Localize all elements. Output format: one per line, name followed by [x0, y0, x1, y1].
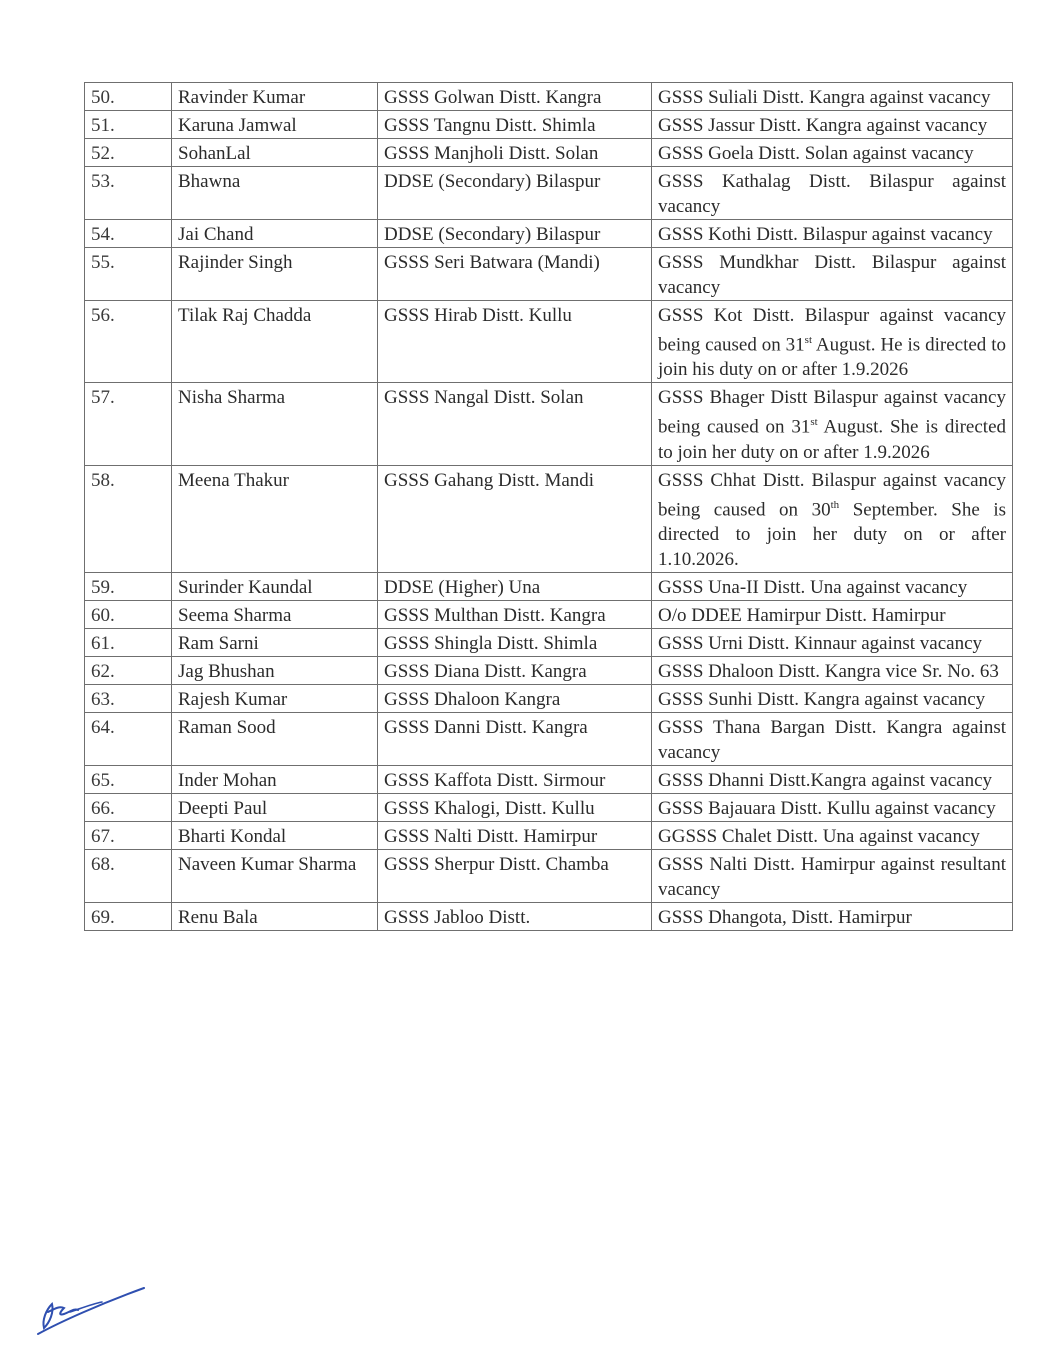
- table-row: [85, 793, 1013, 821]
- table-row: [85, 383, 1013, 465]
- employee-name: Bharti Kondal: [172, 821, 378, 849]
- employee-name: Meena Thakur: [172, 465, 378, 572]
- serial-number: 51.: [85, 111, 172, 139]
- new-posting: GSSS Dhangota, Distt. Hamirpur: [652, 902, 1013, 930]
- table-row: [85, 600, 1013, 628]
- serial-number: 67.: [85, 821, 172, 849]
- table-row: [85, 849, 1013, 902]
- employee-name: Jag Bhushan: [172, 656, 378, 684]
- table-row: [85, 220, 1013, 248]
- serial-number: 58.: [85, 465, 172, 572]
- present-posting: GSSS Seri Batwara (Mandi): [378, 248, 652, 301]
- employee-name: Rajesh Kumar: [172, 684, 378, 712]
- table-row: [85, 83, 1013, 111]
- employee-name: Seema Sharma: [172, 600, 378, 628]
- serial-number: 53.: [85, 167, 172, 220]
- transfer-table-body: [85, 83, 1013, 931]
- serial-number: 56.: [85, 301, 172, 383]
- table-row: [85, 821, 1013, 849]
- employee-name: Raman Sood: [172, 712, 378, 765]
- new-posting: GSSS Kathalag Distt. Bilaspur against vacancy: [652, 167, 1013, 220]
- new-posting: GSSS Thana Bargan Distt. Kangra against vacancy: [652, 712, 1013, 765]
- present-posting: GSSS Nangal Distt. Solan: [378, 383, 652, 465]
- transfer-table: [84, 82, 1013, 931]
- table-row: [85, 712, 1013, 765]
- present-posting: GSSS Sherpur Distt. Chamba: [378, 849, 652, 902]
- present-posting: GSSS Gahang Distt. Mandi: [378, 465, 652, 572]
- employee-name: Naveen Kumar Sharma: [172, 849, 378, 902]
- serial-number: 50.: [85, 83, 172, 111]
- serial-number: 52.: [85, 139, 172, 167]
- employee-name: Surinder Kaundal: [172, 572, 378, 600]
- employee-name: Ravinder Kumar: [172, 83, 378, 111]
- table-row: [85, 301, 1013, 383]
- table-row: [85, 765, 1013, 793]
- serial-number: 54.: [85, 220, 172, 248]
- serial-number: 61.: [85, 628, 172, 656]
- present-posting: DDSE (Secondary) Bilaspur: [378, 167, 652, 220]
- present-posting: GSSS Nalti Distt. Hamirpur: [378, 821, 652, 849]
- new-posting: GSSS Bajauara Distt. Kullu against vacancy: [652, 793, 1013, 821]
- serial-number: 69.: [85, 902, 172, 930]
- present-posting: GSSS Shingla Distt. Shimla: [378, 628, 652, 656]
- serial-number: 65.: [85, 765, 172, 793]
- table-row: [85, 167, 1013, 220]
- new-posting: GSSS Urni Distt. Kinnaur against vacancy: [652, 628, 1013, 656]
- table-row: [85, 139, 1013, 167]
- employee-name: Rajinder Singh: [172, 248, 378, 301]
- employee-name: Bhawna: [172, 167, 378, 220]
- present-posting: GSSS Diana Distt. Kangra: [378, 656, 652, 684]
- new-posting: GSSS Jassur Distt. Kangra against vacancy: [652, 111, 1013, 139]
- serial-number: 55.: [85, 248, 172, 301]
- table-row: [85, 656, 1013, 684]
- present-posting: GSSS Khalogi, Distt. Kullu: [378, 793, 652, 821]
- serial-number: 60.: [85, 600, 172, 628]
- present-posting: DDSE (Higher) Una: [378, 572, 652, 600]
- employee-name: Jai Chand: [172, 220, 378, 248]
- serial-number: 66.: [85, 793, 172, 821]
- table-row: [85, 111, 1013, 139]
- present-posting: GSSS Danni Distt. Kangra: [378, 712, 652, 765]
- new-posting: GSSS Nalti Distt. Hamirpur against resultant vacancy: [652, 849, 1013, 902]
- employee-name: Ram Sarni: [172, 628, 378, 656]
- present-posting: GSSS Multhan Distt. Kangra: [378, 600, 652, 628]
- employee-name: Nisha Sharma: [172, 383, 378, 465]
- new-posting: GGSSS Chalet Distt. Una against vacancy: [652, 821, 1013, 849]
- new-posting: GSSS Dhaloon Distt. Kangra vice Sr. No. 63: [652, 656, 1013, 684]
- serial-number: 62.: [85, 656, 172, 684]
- table-row: [85, 684, 1013, 712]
- new-posting: GSSS Goela Distt. Solan against vacancy: [652, 139, 1013, 167]
- employee-name: Deepti Paul: [172, 793, 378, 821]
- table-row: [85, 572, 1013, 600]
- present-posting: GSSS Jabloo Distt.: [378, 902, 652, 930]
- new-posting: GSSS Sunhi Distt. Kangra against vacancy: [652, 684, 1013, 712]
- new-posting: GSSS Kot Distt. Bilaspur against vacancy being caused on 31st August. He is directed to join his duty on or after 1.9.2026: [652, 301, 1013, 383]
- employee-name: Tilak Raj Chadda: [172, 301, 378, 383]
- table-row: [85, 902, 1013, 930]
- serial-number: 59.: [85, 572, 172, 600]
- new-posting: GSSS Bhager Distt Bilaspur against vacancy being caused on 31st August. She is directed to join her duty on or after 1.9.2026: [652, 383, 1013, 465]
- present-posting: GSSS Dhaloon Kangra: [378, 684, 652, 712]
- new-posting: GSSS Kothi Distt. Bilaspur against vacancy: [652, 220, 1013, 248]
- serial-number: 68.: [85, 849, 172, 902]
- serial-number: 64.: [85, 712, 172, 765]
- present-posting: GSSS Hirab Distt. Kullu: [378, 301, 652, 383]
- present-posting: GSSS Manjholi Distt. Solan: [378, 139, 652, 167]
- table-row: [85, 465, 1013, 572]
- serial-number: 57.: [85, 383, 172, 465]
- handwritten-signature: [30, 1282, 150, 1342]
- present-posting: GSSS Kaffota Distt. Sirmour: [378, 765, 652, 793]
- new-posting: GSSS Mundkhar Distt. Bilaspur against vacancy: [652, 248, 1013, 301]
- new-posting: GSSS Una-II Distt. Una against vacancy: [652, 572, 1013, 600]
- present-posting: GSSS Golwan Distt. Kangra: [378, 83, 652, 111]
- table-row: [85, 248, 1013, 301]
- new-posting: GSSS Dhanni Distt.Kangra against vacancy: [652, 765, 1013, 793]
- new-posting: GSSS Chhat Distt. Bilaspur against vacancy being caused on 30th September. She is directed to join her duty on or after 1.10.2026.: [652, 465, 1013, 572]
- employee-name: SohanLal: [172, 139, 378, 167]
- employee-name: Karuna Jamwal: [172, 111, 378, 139]
- serial-number: 63.: [85, 684, 172, 712]
- present-posting: DDSE (Secondary) Bilaspur: [378, 220, 652, 248]
- table-row: [85, 628, 1013, 656]
- new-posting: O/o DDEE Hamirpur Distt. Hamirpur: [652, 600, 1013, 628]
- new-posting: GSSS Suliali Distt. Kangra against vacancy: [652, 83, 1013, 111]
- employee-name: Inder Mohan: [172, 765, 378, 793]
- employee-name: Renu Bala: [172, 902, 378, 930]
- present-posting: GSSS Tangnu Distt. Shimla: [378, 111, 652, 139]
